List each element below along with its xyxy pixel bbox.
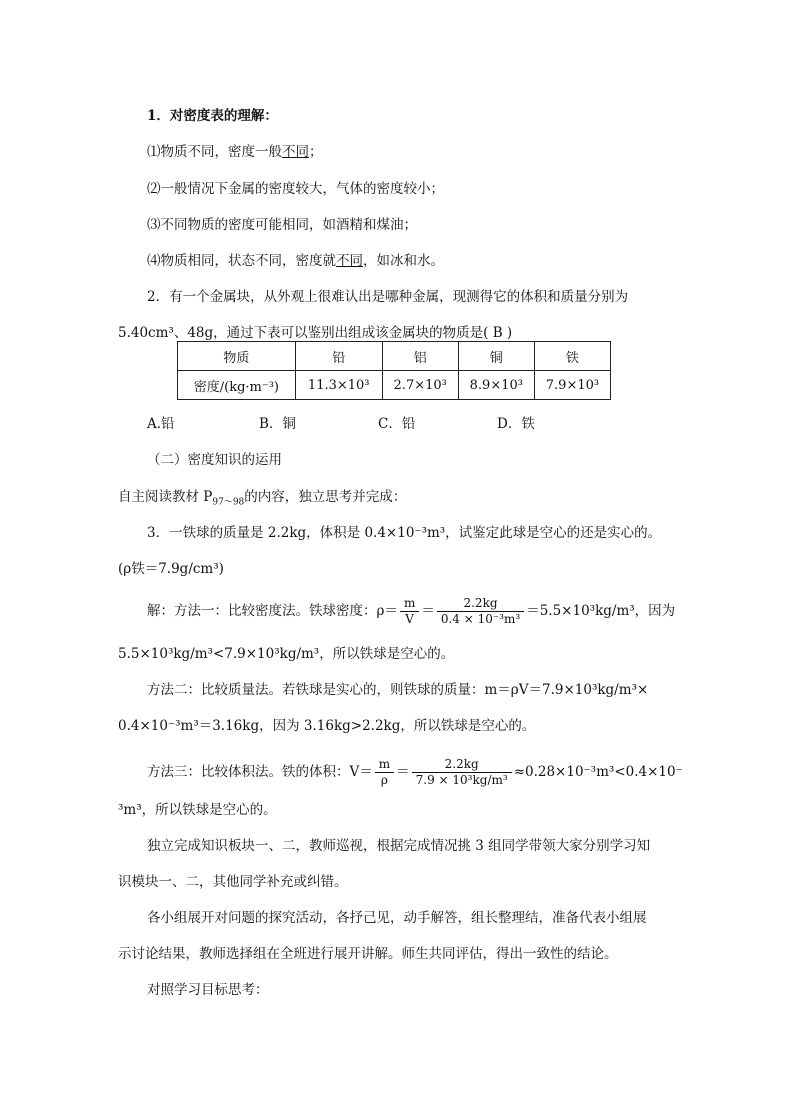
table-cell: 7.9×10³ xyxy=(534,371,610,400)
question-3-line-2: (ρ铁＝7.9g/cm³) xyxy=(118,561,224,577)
question-3-line-1: 3．一铁球的质量是 2.2kg，体积是 0.4×10⁻³m³，试鉴定此球是空心的还是实心的。 xyxy=(147,525,662,541)
fraction-denominator: 7.9 × 10³kg/m³ xyxy=(415,773,508,787)
item-1 xyxy=(147,142,323,162)
fraction-denominator: 0.4 × 10⁻³m³ xyxy=(440,612,521,626)
paragraph-1-line-2: 识模块一、二，其他同学补充或纠错。 xyxy=(118,874,348,890)
option-c: C．铅 xyxy=(378,416,416,432)
table-header-cell: 铝 xyxy=(382,342,458,371)
fraction-denominator: ρ xyxy=(380,773,388,787)
fraction-m-over-v xyxy=(400,596,419,627)
method-2-line-2: 0.4×10⁻³m³＝3.16kg，因为 3.16kg>2.2kg，所以铁球是空心的。 xyxy=(118,718,536,734)
equals-sign: ＝ xyxy=(421,603,435,619)
paragraph-1-line-1: 独立完成知识板块一、二，教师巡视，根据完成情况挑 3 组同学带领大家分别学习知 xyxy=(147,838,651,854)
table-row xyxy=(178,371,611,400)
item-2: ⑵一般情况下金属的密度较大，气体的密度较小； xyxy=(147,181,444,197)
method-1-suffix: ＝5.5×10³kg/m³，因为 xyxy=(526,603,676,619)
method-3-line-1 xyxy=(147,757,683,788)
paragraph-2-line-2: 示讨论结果，教师选择组在全班进行展开讲解。师生共同评估，得出一致性的结论。 xyxy=(118,946,618,962)
paragraph-3: 对照学习目标思考： xyxy=(147,982,269,998)
option-a: A.铅 xyxy=(147,416,175,432)
answer-options xyxy=(147,414,535,434)
fraction-denominator: V xyxy=(405,612,414,626)
method-3-prefix: 方法三：比较体积法。铁的体积：V＝ xyxy=(147,764,373,780)
table-cell: 密度/(kg·m⁻³) xyxy=(178,371,296,400)
reading-instruction xyxy=(118,487,406,507)
fraction-numerator: 2.2kg xyxy=(412,757,512,773)
method-3-suffix: ≈0.28×10⁻³m³<0.4×10⁻ xyxy=(513,764,683,780)
fraction-m-over-rho xyxy=(375,757,394,788)
fraction-volume xyxy=(412,757,512,788)
density-table xyxy=(177,341,611,400)
item-4-text: ⑷物质相同，状态不同，密度就 xyxy=(147,253,336,269)
page-range: 97～98 xyxy=(212,497,245,508)
table-cell: 11.3×10³ xyxy=(295,371,382,400)
item-1-underline: 不同 xyxy=(282,144,309,160)
table-cell: 2.7×10³ xyxy=(382,371,458,400)
method-3-line-2: ³m³，所以铁球是空心的。 xyxy=(118,802,277,818)
question-2-line-1: 2．有一个金属块，从外观上很难认出是哪种金属，现测得它的体积和质量分别为 xyxy=(147,289,629,305)
method-1-line-2: 5.5×10³kg/m³<7.9×10³kg/m³，所以铁球是空心的。 xyxy=(118,646,455,662)
reading-text-end: 的内容，独立思考并完成： xyxy=(244,489,407,505)
item-4-underline: 不同 xyxy=(336,253,363,269)
table-row xyxy=(178,342,611,371)
item-1-end: ； xyxy=(309,144,323,160)
table-cell: 8.9×10³ xyxy=(458,371,534,400)
table-header-cell: 物质 xyxy=(178,342,296,371)
method-1-prefix: 解：方法一：比较密度法。铁球密度：ρ＝ xyxy=(147,603,398,619)
table-header-cell: 铜 xyxy=(458,342,534,371)
option-d: D．铁 xyxy=(497,416,535,432)
item-1-text: ⑴物质不同，密度一般 xyxy=(147,144,282,160)
option-b: B．铜 xyxy=(259,416,296,432)
paragraph-2-line-1: 各小组展开对问题的探究活动，各抒己见，动手解答，组长整理结，准备代表小组展 xyxy=(147,910,647,926)
question-2-line-2: 5.40cm³、48g，通过下表可以鉴别出组成该金属块的物质是( B ) xyxy=(118,325,513,341)
reading-text: 自主阅读教材 P xyxy=(118,489,213,505)
item-3: ⑶不同物质的密度可能相同，如酒精和煤油； xyxy=(147,217,417,233)
fraction-numerator: m xyxy=(375,757,394,773)
table-header-cell: 铅 xyxy=(295,342,382,371)
method-2-line-1: 方法二：比较质量法。若铁球是实心的，则铁球的质量：m＝ρV＝7.9×10³kg/m³× xyxy=(147,682,649,698)
method-1-line-1 xyxy=(147,596,675,627)
equals-sign: ＝ xyxy=(396,764,410,780)
section-1-title: 1．对密度表的理解： xyxy=(147,108,278,124)
fraction-density xyxy=(437,596,524,627)
fraction-numerator: 2.2kg xyxy=(437,596,524,612)
section-2-heading: （二）密度知识的运用 xyxy=(147,452,282,468)
table-header-cell: 铁 xyxy=(534,342,610,371)
item-4-end: ，如冰和水。 xyxy=(363,253,444,269)
item-4 xyxy=(147,251,444,271)
fraction-numerator: m xyxy=(400,596,419,612)
